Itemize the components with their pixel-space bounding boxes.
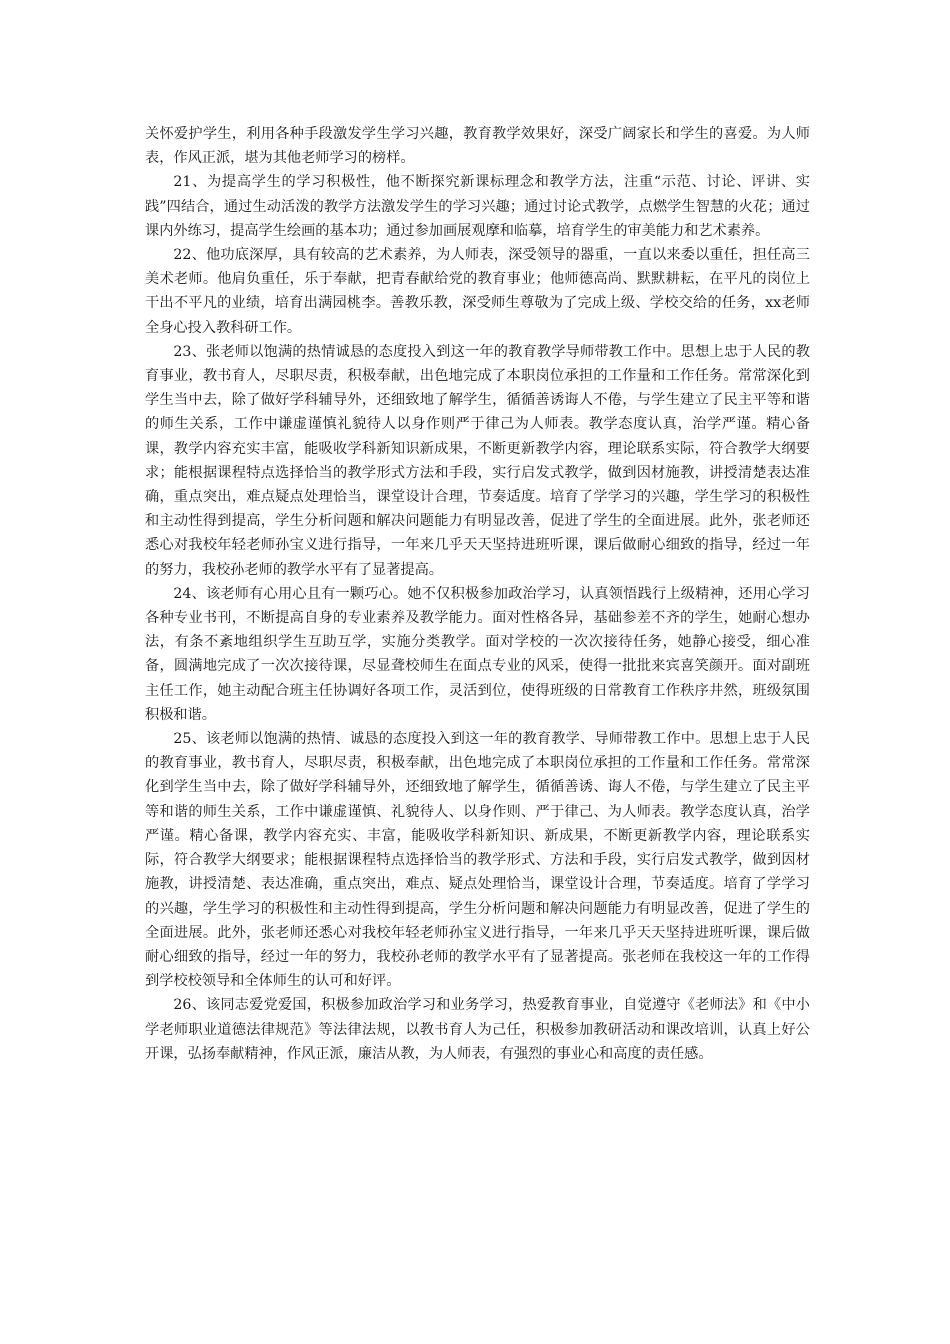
document-body	[145, 122, 810, 1066]
paragraph-intro: 关怀爱护学生，利用各种手段激发学生学习兴趣，教育教学效果好，深受广阔家长和学生的喜爱。为人师表，作风正派，堪为其他老师学习的榜样。	[145, 126, 810, 167]
paragraph-26: 26、该同志爱党爱国，积极参加政治学习和业务学习，热爱教育事业，自觉遵守《老师法》和《中小学老师职业道德法律规范》等法律法规，以教书育人为己任，积极参加教研活动和课改培训，认真上好公开课，弘扬奉献精神，作风正派，廉洁从教，为人师表，有强烈的事业心和高度的责任感。	[145, 997, 810, 1062]
paragraph-22: 22、他功底深厚，具有较高的艺术素养，为人师表，深受领导的器重，一直以来委以重任，担任高三美术老师。他肩负重任，乐于奉献，把青春献给党的教育事业；他师德高尚、默默耕耘，在平凡的岗位上干出不平凡的业绩，培育出满园桃李。善教乐教，深受师生尊敬为了完成上级、学校交给的任务，xx老师全身心投入教科研工作。	[145, 247, 810, 336]
paragraph-23: 23、张老师以饱满的热情诚恳的态度投入到这一年的教育教学导师带教工作中。思想上忠于人民的教育事业，教书育人，尽职尽责，积极奉献，出色地完成了本职岗位承担的工作量和工作任务。常常深化到学生当中去，除了做好学科辅导外，还细致地了解学生，循循善诱诲人不倦，与学生建立了民主平等和谐的师生关系，工作中谦虚谨慎礼貌待人以身作则严于律己为人师表。教学态度认真，治学严谨。精心备课，教学内容充实丰富，能吸收学科新知识新成果，不断更新教学内容，理论联系实际，符合教学大纲要求；能根据课程特点选择恰当的教学形式方法和手段，实行启发式教学，做到因材施教，讲授清楚表达准确，重点突出，难点疑点处理恰当，课堂设计合理，节奏适度。培育了学学习的兴趣，学生学习的积极性和主动性得到提高，学生分析问题和解决问题能力有明显改善，促进了学生的全面进展。此外，张老师还悉心对我校年轻老师孙宝义进行指导，一年来几乎天天坚持进班听课，课后做耐心细致的指导，经过一年的努力，我校孙老师的教学水平有了显著提高。	[145, 343, 810, 578]
paragraph-21: 21、为提高学生的学习积极性，他不断探究新课标理念和教学方法，注重“示范、讨论、评讲、实践”四结合，通过生动活泼的教学方法激发学生的学习兴趣；通过讨论式教学，点燃学生智慧的火花；通过课内外练习，提高学生绘画的基本功；通过参加画展观摩和临摹，培育学生的审美能力和艺术素养。	[145, 174, 810, 239]
paragraph-25: 25、该老师以饱满的热情、诚恳的态度投入到这一年的教育教学、导师带教工作中。思想上忠于人民的教育事业，教书育人，尽职尽责，积极奉献，出色地完成了本职岗位承担的工作量和工作任务。常常深化到学生当中去，除了做好学科辅导外，还细致地了解学生，循循善诱、诲人不倦，与学生建立了民主平等和谐的师生关系，工作中谦虚谨慎、礼貌待人、以身作则、严于律己、为人师表。教学态度认真，治学严谨。精心备课，教学内容充实、丰富，能吸收学科新知识、新成果，不断更新教学内容，理论联系实际，符合教学大纲要求；能根据课程特点选择恰当的教学形式、方法和手段，实行启发式教学，做到因材施教，讲授清楚、表达准确，重点突出，难点、疑点处理恰当，课堂设计合理，节奏适度。培育了学学习的兴趣，学生学习的积极性和主动性得到提高，学生分析问题和解决问题能力有明显改善，促进了学生的全面进展。此外，张老师还悉心对我校年轻老师孙宝义进行指导，一年来几乎天天坚持进班听课，课后做耐心细致的指导，经过一年的努力，我校孙老师的教学水平有了显著提高。张老师在我校这一年的工作得到学校校领导和全体师生的认可和好评。	[145, 731, 810, 990]
paragraph-24: 24、该老师有心用心且有一颗巧心。她不仅积极参加政治学习，认真领悟践行上级精神，还用心学习各种专业书刊，不断提高自身的专业素养及教学能力。面对性格各异，基础参差不齐的学生，她耐心想办法，有条不紊地组织学生互助互学，实施分类教学。面对学校的一次次接待任务，她静心接受，细心准备，圆满地完成了一次次接待课，尽显聋校师生在面点专业的风采，使得一批批来宾喜笑颜开。面对副班主任工作，她主动配合班主任协调好各项工作，灵活到位，使得班级的日常教育工作秩序井然，班级氛围积极和谐。	[145, 585, 810, 723]
